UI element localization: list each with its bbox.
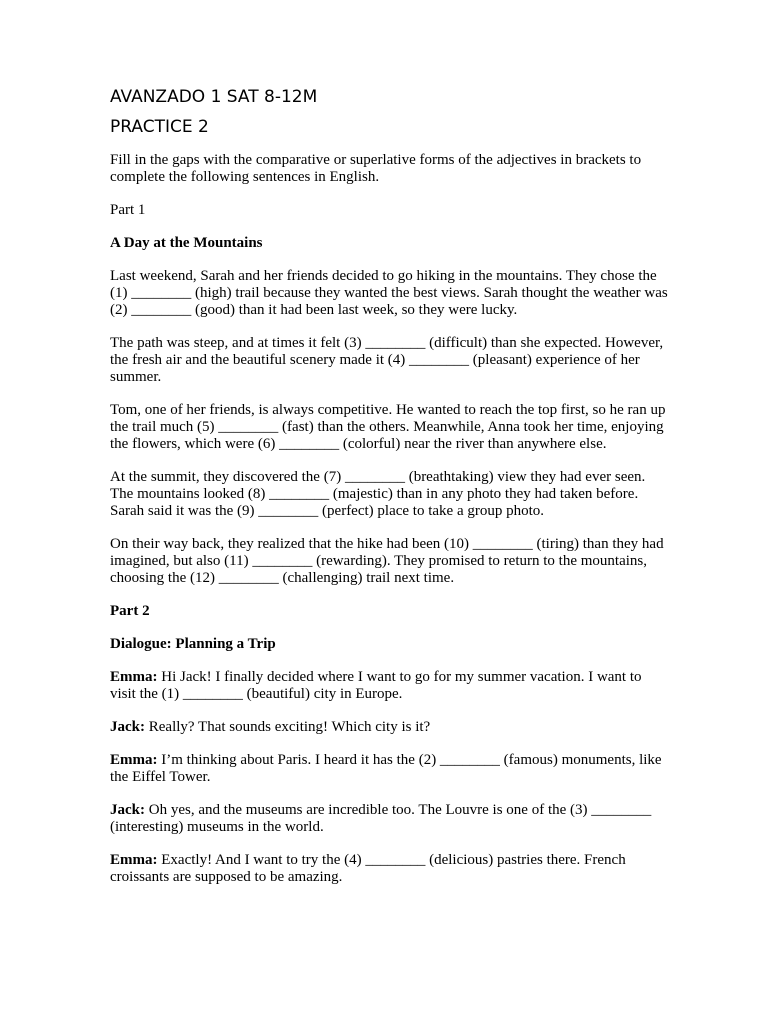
part1-paragraph: At the summit, they discovered the (7) ________ (breathtaking) view they had ever seen. The mountains looked (8) ________ (majestic) than in any photo they had taken before. Sarah said it was the (9) ________ (perfect) place to take a group photo.	[110, 469, 646, 519]
part1-title: A Day at the Mountains	[110, 235, 263, 251]
dialogue-text: Really? That sounds exciting! Which city is it?	[145, 719, 431, 735]
part1-paragraph: Last weekend, Sarah and her friends decided to go hiking in the mountains. They chose the (1) ________ (high) trail because they wanted the best views. Sarah thought the weather was (2) ________ (good) than it had been last week, so they were lucky.	[110, 268, 668, 318]
instructions: Fill in the gaps with the comparative or superlative forms of the adjectives in brackets to complete the following sentences in English.	[110, 152, 642, 185]
part1-paragraph: The path was steep, and at times it felt (3) ________ (difficult) than she expected. However, the fresh air and the beautiful scenery made it (4) ________ (pleasant) experience of her summer.	[110, 335, 664, 385]
dialogue-line	[110, 852, 670, 886]
part2-title: Dialogue: Planning a Trip	[110, 636, 276, 652]
part1-paragraph: On their way back, they realized that the hike had been (10) ________ (tiring) than they had imagined, but also (11) ________ (rewarding). They promised to return to the mountains, choosing the (12) ________ (challenging) trail next time.	[110, 536, 664, 586]
dialogue-line	[110, 719, 670, 736]
speaker-name: Jack:	[110, 719, 145, 735]
speaker-name: Emma:	[110, 752, 158, 768]
dialogue-text: Oh yes, and the museums are incredible too. The Louvre is one of the (3) ________ (interesting) museums in the world.	[110, 802, 652, 835]
course-heading: AVANZADO 1 SAT 8-12M	[110, 87, 318, 107]
practice-heading: PRACTICE 2	[110, 117, 209, 137]
dialogue-line	[110, 669, 670, 703]
speaker-name: Emma:	[110, 669, 158, 685]
document-page	[110, 86, 670, 902]
speaker-name: Emma:	[110, 852, 158, 868]
part2-label: Part 2	[110, 603, 150, 619]
dialogue-line	[110, 802, 670, 836]
speaker-name: Jack:	[110, 802, 145, 818]
dialogue-text: I’m thinking about Paris. I heard it has the (2) ________ (famous) monuments, like the Eiffel Tower.	[110, 752, 662, 785]
part1-label: Part 1	[110, 202, 146, 218]
dialogue-line	[110, 752, 670, 786]
part1-paragraph: Tom, one of her friends, is always competitive. He wanted to reach the top first, so he ran up the trail much (5) ________ (fast) than the others. Meanwhile, Anna took her time, enjoying the flowers, which were (6) ________ (colorful) near the river than anywhere else.	[110, 402, 666, 452]
dialogue-text: Hi Jack! I finally decided where I want to go for my summer vacation. I want to visit the (1) ________ (beautiful) city in Europe.	[110, 669, 642, 702]
dialogue-text: Exactly! And I want to try the (4) ________ (delicious) pastries there. French croissants are supposed to be amazing.	[110, 852, 626, 885]
